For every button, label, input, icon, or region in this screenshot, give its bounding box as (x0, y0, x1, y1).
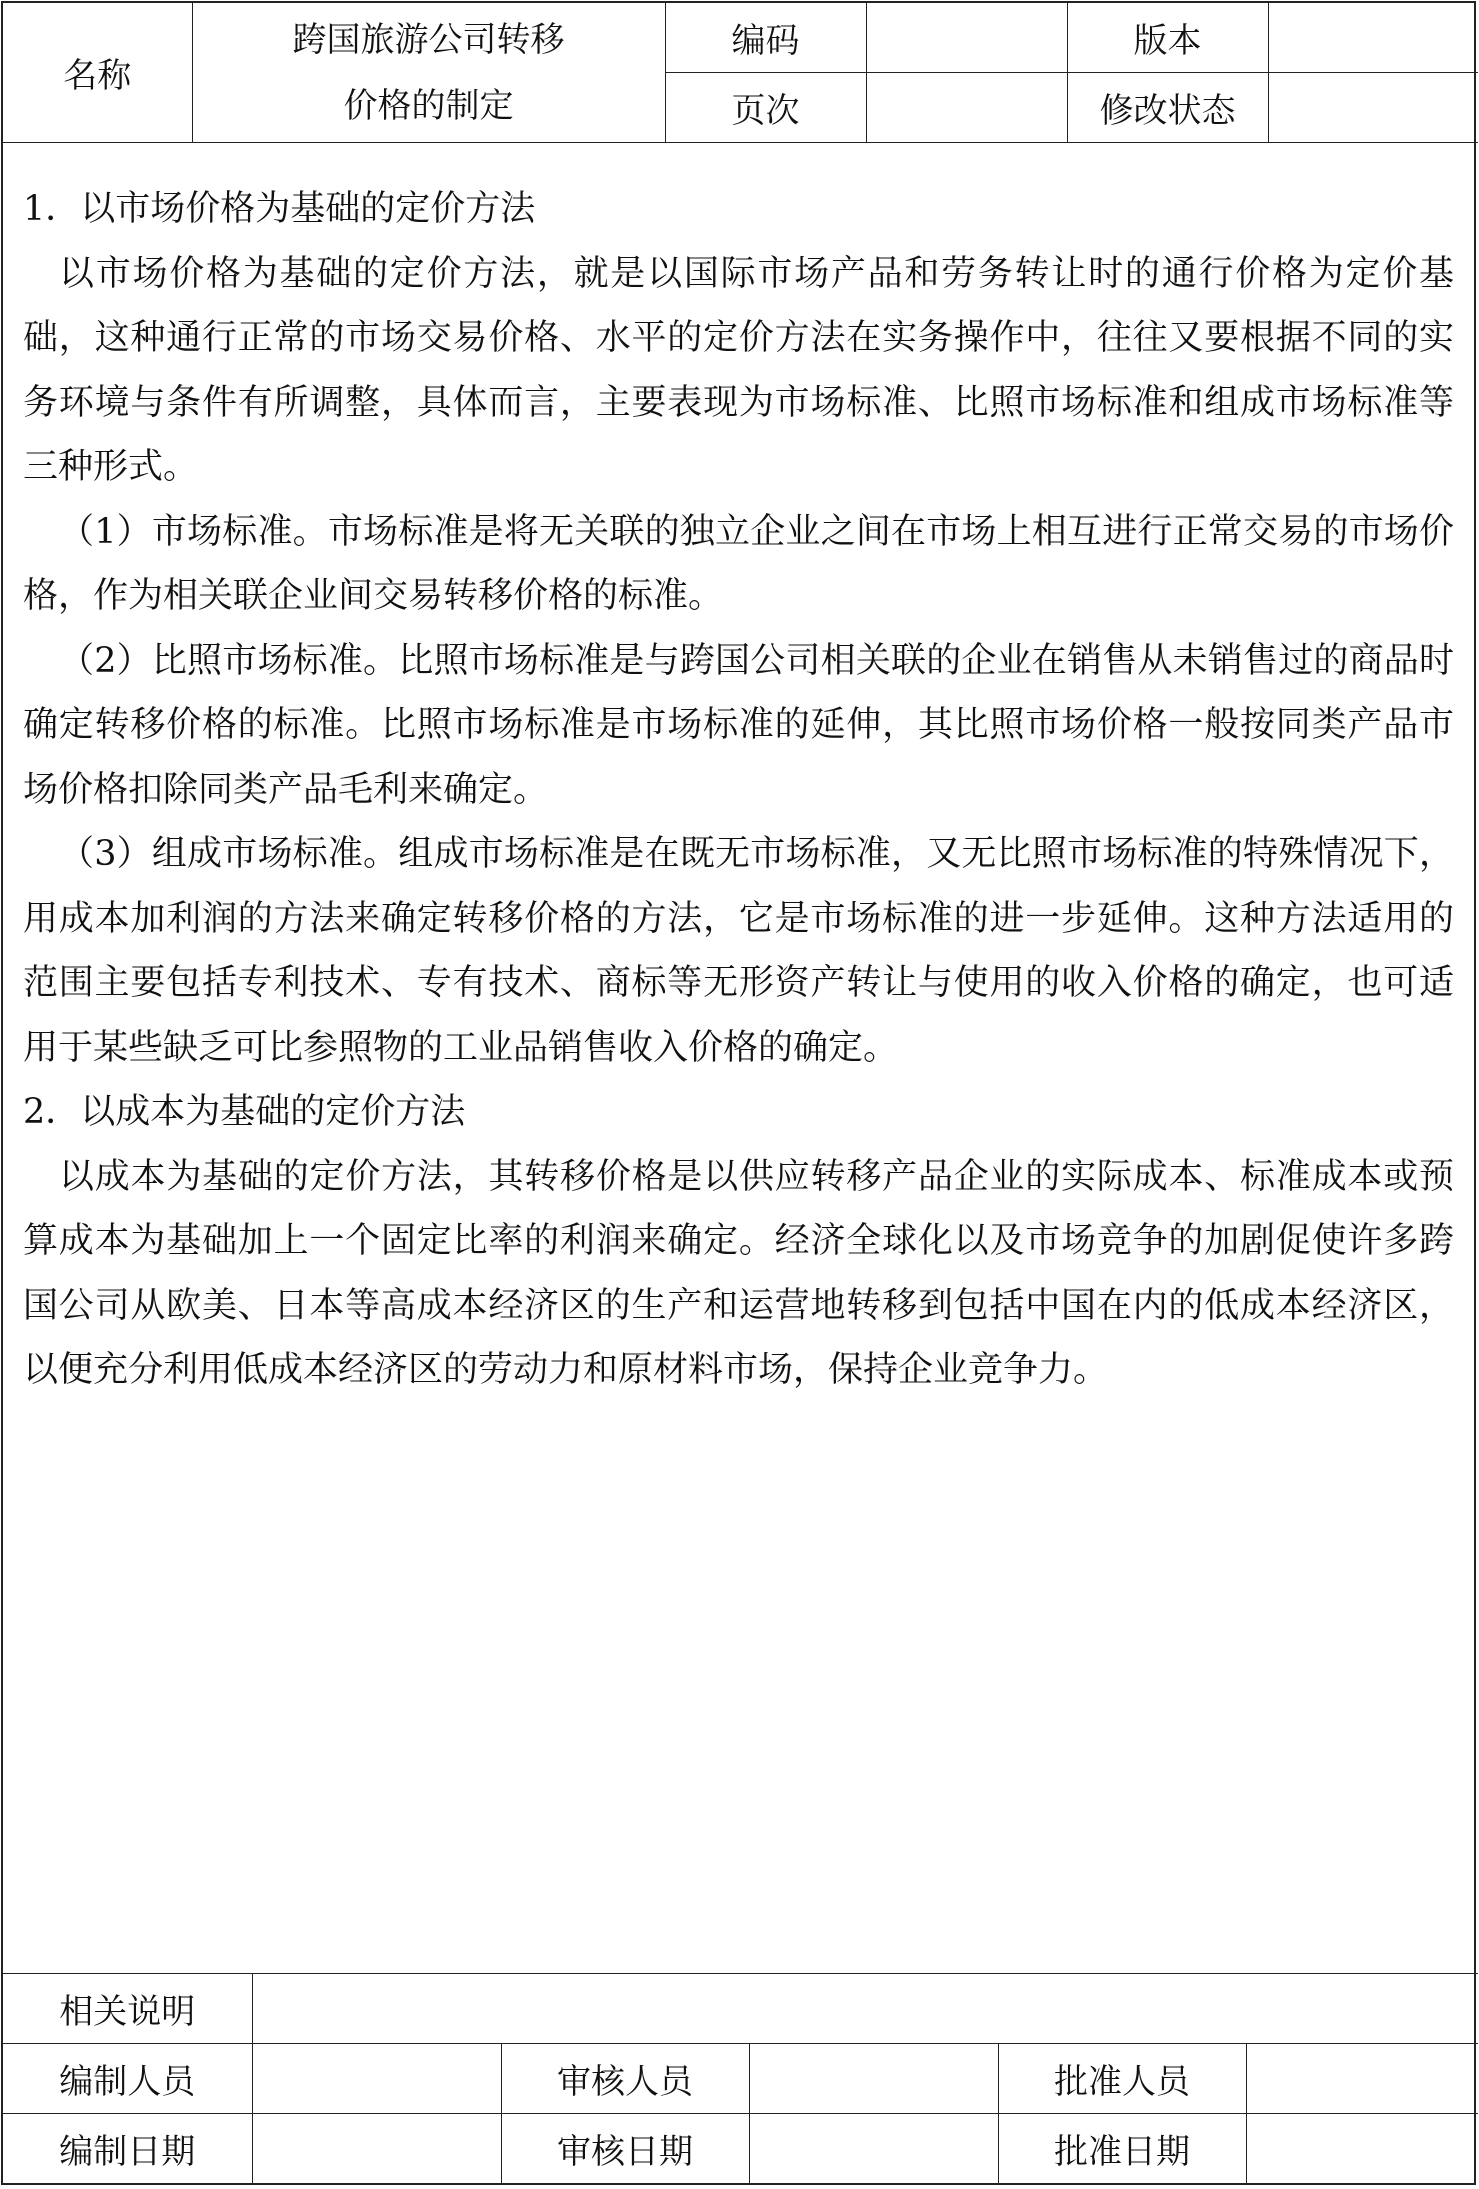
code-value (866, 3, 1067, 73)
note-label: 相关说明 (3, 1974, 252, 2044)
paragraph: 以成本为基础的定价方法，其转移价格是以供应转移产品企业的实际成本、标准成本或预算成本为基础加上一个固定比率的利润来确定。经济全球化以及市场竞争的加剧促使许多跨国公司从欧美、日本等高成本经济区的生产和运营地转移到包括中国在内的低成本经济区，以便充分利用低成本经济区的劳动力和原材料市场，保持企业竞争力。 (23, 1156, 1454, 1390)
page-value (866, 73, 1067, 143)
section-heading-1: 1．以市场价格为基础的定价方法 (23, 189, 536, 229)
paragraph: 以市场价格为基础的定价方法，就是以国际市场产品和劳务转让时的通行价格为定价基础，这种通行正常的市场交易价格、水平的定价方法在实务操作中，往往又要根据不同的实务环境与条件有所调整，具体而言，主要表现为市场标准、比照市场标准和组成市场标准等三种形式。 (23, 253, 1454, 487)
approve-date-label: 批准日期 (998, 2114, 1246, 2184)
paragraph: （3）组成市场标准。组成市场标准是在既无市场标准，又无比照市场标准的特殊情况下，用成本加利润的方法来确定转移价格的方法，它是市场标准的进一步延伸。这种方法适用的范围主要包括专利技术、专有技术、商标等无形资产转让与使用的收入价格的确定，也可适用于某些缺乏可比参照物的工业品销售收入价格的确定。 (23, 834, 1454, 1068)
name-label: 名称 (3, 3, 192, 143)
approver-value (1246, 2044, 1478, 2114)
approver-label: 批准人员 (998, 2044, 1246, 2114)
reviewer-label: 审核人员 (501, 2044, 749, 2114)
code-label: 编码 (665, 3, 866, 73)
editor-value (252, 2044, 501, 2114)
editor-label: 编制人员 (3, 2044, 252, 2114)
version-value (1268, 3, 1478, 73)
paragraph: （1）市场标准。市场标准是将无关联的独立企业之间在市场上相互进行正常交易的市场价格，作为相关联企业间交易转移价格的标准。 (23, 511, 1454, 616)
reviewer-value (749, 2044, 998, 2114)
document-title (192, 3, 665, 143)
version-label: 版本 (1067, 3, 1268, 73)
title-line-2: 价格的制定 (343, 85, 514, 126)
title-line-1: 跨国旅游公司转移 (292, 19, 565, 60)
page-label: 页次 (665, 73, 866, 143)
status-value (1268, 73, 1478, 143)
footer-table (3, 1973, 1478, 2183)
paragraph: （2）比照市场标准。比照市场标准是与跨国公司相关联的企业在销售从未销售过的商品时确定转移价格的标准。比照市场标准是市场标准的延伸，其比照市场价格一般按同类产品市场价格扣除同类产品毛利来确定。 (23, 640, 1454, 810)
edit-date-value (252, 2114, 501, 2184)
approve-date-value (1246, 2114, 1478, 2184)
edit-date-label: 编制日期 (3, 2114, 252, 2184)
document-page (1, 1, 1476, 2185)
section-heading-2: 2．以成本为基础的定价方法 (23, 1092, 466, 1132)
document-body (23, 177, 1454, 1403)
review-date-value (749, 2114, 998, 2184)
status-label: 修改状态 (1067, 73, 1268, 143)
review-date-label: 审核日期 (501, 2114, 749, 2184)
note-value (252, 1974, 1478, 2044)
header-table (3, 3, 1478, 143)
